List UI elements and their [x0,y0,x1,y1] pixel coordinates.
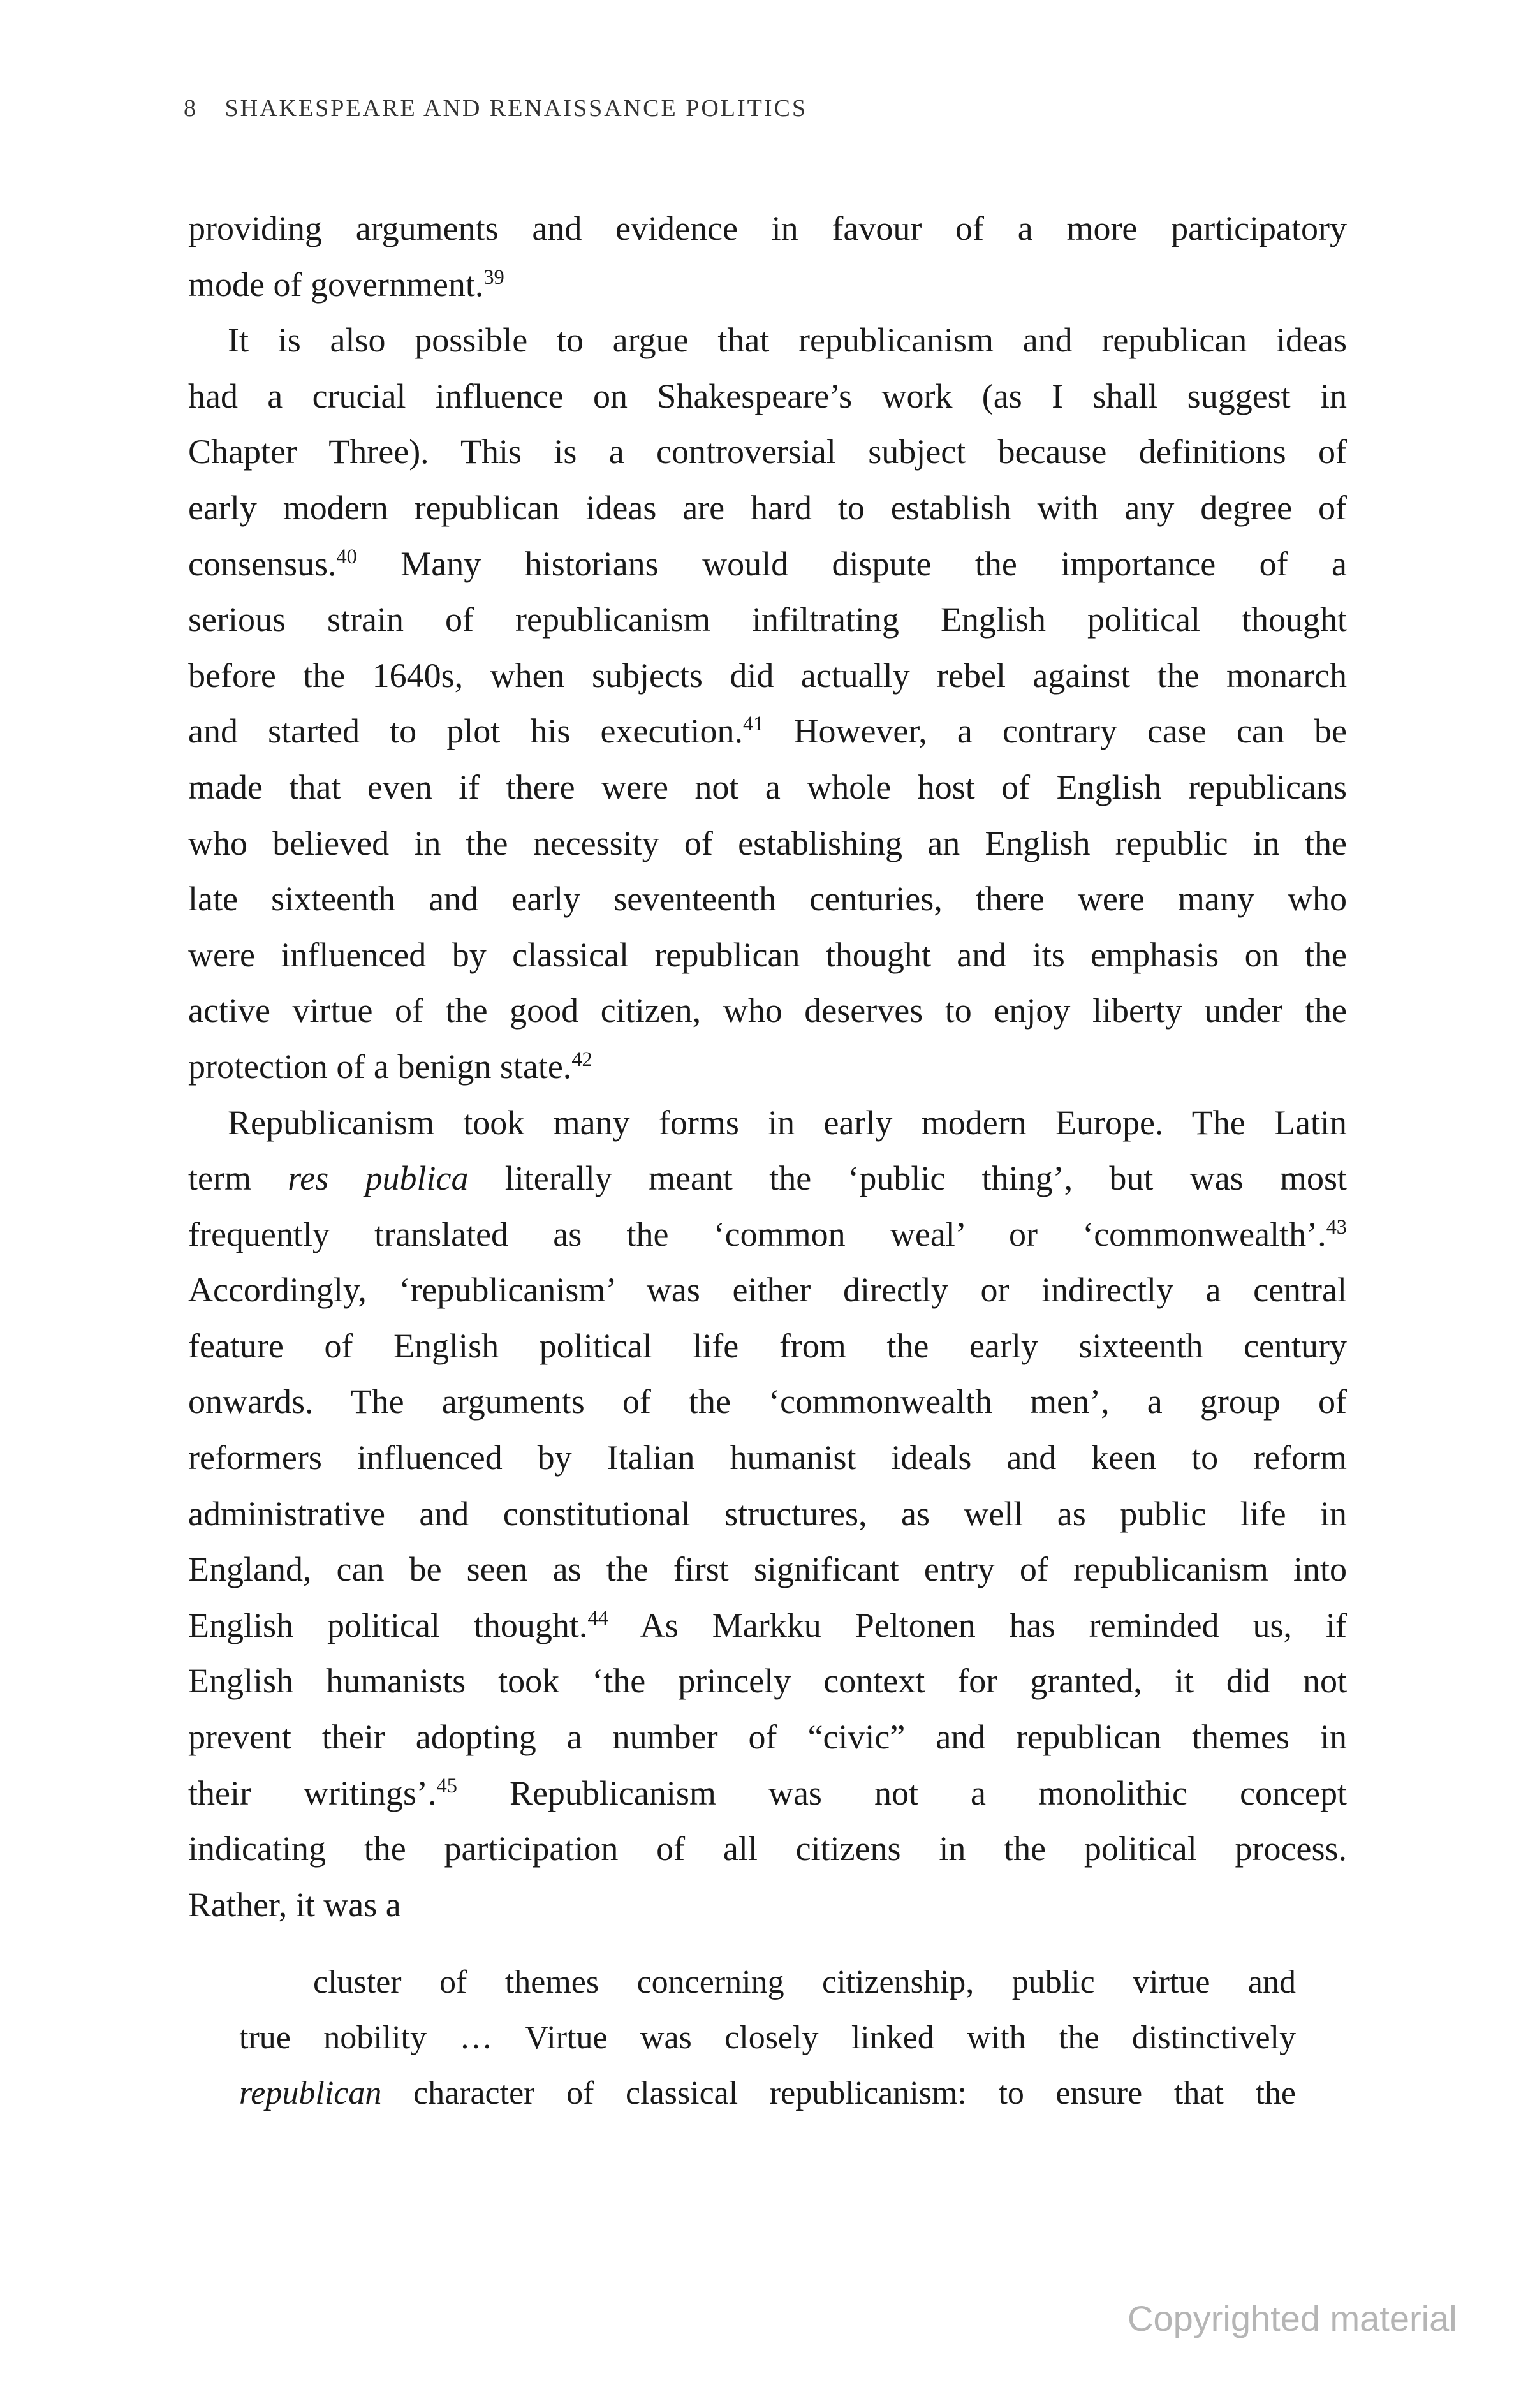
text-run: protection of a benign state. [188,1047,572,1086]
text-line [239,1954,1296,2010]
text-run: consensus. [188,544,337,583]
text-line [188,1542,1347,1598]
text-run: Republicanism took many forms in early modern Europe. The Latin [228,1103,1347,1142]
footnote-ref: 44 [587,1606,608,1630]
text-run: who believed in the necessity of establishing an English republic in the [188,824,1347,862]
text-run: late sixteenth and early seventeenth centuries, there were many who [188,880,1347,919]
text-run: However, a contrary case can be [763,712,1348,751]
text-run: made that even if there were not a whole host of English republicans [188,767,1347,806]
text-line [188,1766,1347,1822]
italic-text: res publica [288,1159,469,1198]
text-run: indicating the participation of all citizens in the political process. [188,1829,1347,1868]
text-run: English humanists took ‘the princely context for granted, it did not [188,1662,1347,1701]
text-line [188,1598,1347,1654]
text-run: administrative and constitutional structures, as well as public life in [188,1494,1347,1533]
text-line [188,1877,1347,1933]
text-run: It is also possible to argue that republicanism and republican ideas [228,321,1347,360]
body-text [188,201,1347,1933]
text-line [239,2010,1296,2065]
page-number: 8 [184,95,198,122]
text-run: true nobility … Virtue was closely linked with the distinctively [239,2020,1296,2056]
text-run: active virtue of the good citizen, who deserves to enjoy liberty under the [188,991,1347,1030]
text-line [188,424,1347,480]
text-run: Many historians would dispute the importance of a [356,544,1347,583]
text-line [239,2065,1296,2121]
text-line [188,648,1347,704]
text-run: prevent their adopting a number of “civic” and republican themes in [188,1718,1347,1757]
running-title: SHAKESPEARE AND RENAISSANCE POLITICS [224,95,807,122]
text-line [188,313,1347,369]
footnote-ref: 42 [571,1047,592,1071]
text-run: and started to plot his execution. [188,712,743,751]
text-run: feature of English political life from the early sixteenth century [188,1326,1347,1365]
text-run: English political thought. [188,1606,588,1644]
text-run: serious strain of republicanism infiltrating English political thought [188,600,1347,639]
footnote-ref: 41 [742,713,764,736]
text-run: providing arguments and evidence in favour of a more participatory [188,209,1347,247]
footnote-ref: 40 [336,545,357,568]
text-line [188,1821,1347,1877]
footnote-ref: 45 [436,1774,457,1798]
running-head [184,94,807,122]
text-run: early modern republican ideas are hard to establish with any degree of [188,488,1347,527]
text-line [188,1262,1347,1318]
text-line [188,927,1347,984]
text-run: mode of government. [188,265,484,304]
text-run: had a crucial influence on Shakespeare’s work (as I shall suggest in [188,376,1347,415]
text-run: literally meant the ‘public thing’, but was most [468,1159,1347,1198]
text-line [188,1039,1347,1095]
text-line [188,1486,1347,1542]
text-line [188,1430,1347,1486]
text-line [188,592,1347,648]
footnote-ref: 43 [1326,1215,1347,1239]
text-line [188,1151,1347,1207]
text-line [188,816,1347,872]
text-run: onwards. The arguments of the ‘commonwealth men’, a group of [188,1382,1347,1421]
text-run: before the 1640s, when subjects did actually rebel against the monarch [188,656,1347,695]
text-run: cluster of themes concerning citizenship, public virtue and [313,1964,1296,2000]
text-line [188,536,1347,593]
text-line [188,480,1347,536]
text-run: their writings’. [188,1773,437,1812]
text-line [188,1207,1347,1263]
text-line [188,1095,1347,1151]
footnote-ref: 39 [483,265,504,289]
text-line [188,257,1347,313]
text-line [188,1374,1347,1430]
text-run: Republicanism was not a monolithic concept [457,1773,1347,1812]
italic-text: republican [239,2075,382,2111]
text-run: reformers influenced by Italian humanist ideals and keen to reform [188,1438,1347,1477]
copyright-watermark: Copyrighted material [1128,2298,1457,2338]
text-line [188,760,1347,816]
text-run: Rather, it was a [188,1885,401,1924]
text-run: England, can be seen as the first significant entry of republicanism into [188,1550,1347,1589]
text-line [188,1653,1347,1710]
text-line [188,201,1347,257]
text-run: were influenced by classical republican thought and its emphasis on the [188,935,1347,974]
text-line [188,369,1347,425]
text-line [188,704,1347,760]
text-run: character of classical republicanism: to ensure that the [381,2075,1296,2111]
text-run: frequently translated as the ‘common weal’ or ‘commonwealth’. [188,1215,1326,1253]
text-line [188,1710,1347,1766]
block-quote [239,1954,1296,2121]
text-line [188,983,1347,1039]
text-run: As Markku Peltonen has reminded us, if [608,1606,1347,1644]
text-run: Chapter Three). This is a controversial subject because definitions of [188,432,1347,471]
text-line [188,1318,1347,1375]
text-run: Accordingly, ‘republicanism’ was either directly or indirectly a central [188,1271,1347,1310]
text-run: term [188,1159,288,1198]
text-line [188,871,1347,927]
